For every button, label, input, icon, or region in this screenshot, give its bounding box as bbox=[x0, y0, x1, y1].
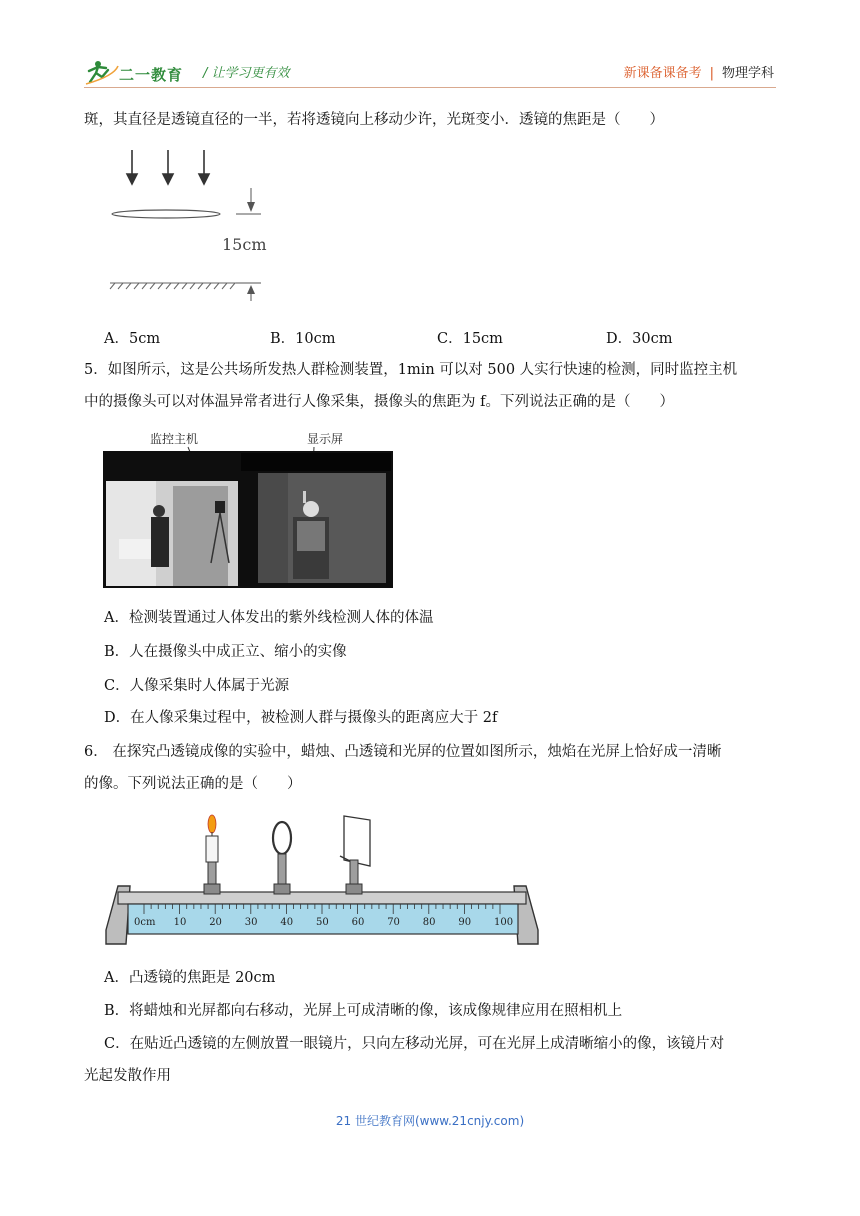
ruler-tick-label: 100 bbox=[494, 917, 514, 928]
course-label: 新课备课备考 bbox=[623, 66, 702, 81]
q4-option-d: D．30cm bbox=[606, 331, 673, 347]
ruler-tick-label: 40 bbox=[280, 917, 294, 928]
q5-option-b: B．人在摄像头中成正立、缩小的实像 bbox=[104, 644, 347, 660]
slogan: / 让学习更有效 bbox=[203, 66, 290, 81]
q6-option-c-line-2: 光起发散作用 bbox=[84, 1068, 171, 1084]
logo-text: 二一教育 bbox=[119, 66, 184, 84]
ruler-tick-label: 50 bbox=[316, 917, 329, 928]
ruler-tick-label: 0cm bbox=[134, 917, 156, 928]
q5-option-a: A．检测装置通过人体发出的紫外线检测人体的体温 bbox=[104, 610, 434, 626]
thermal-detection-photo bbox=[103, 451, 393, 588]
footer-source: 21 世纪教育网(www.21cnjy.com) bbox=[335, 1114, 525, 1128]
q6-option-a: A．凸透镜的焦距是 20cm bbox=[104, 970, 276, 986]
q4-option-c: C．15cm bbox=[437, 331, 503, 347]
ruler-tick-label: 60 bbox=[351, 917, 365, 928]
header-separator: | bbox=[709, 66, 714, 81]
q6-option-c-line-1: C．在贴近凸透镜的左侧放置一眼镜片，只向左移动光屏，可在光屏上成清晰缩小的像，该镜片对 bbox=[104, 1036, 725, 1052]
ruler-tick-label: 80 bbox=[422, 917, 436, 928]
q5-line-2: 中的摄像头可以对体温异常者进行人像采集，摄像头的焦距为 f。下列说法正确的是（ ） bbox=[84, 394, 674, 410]
q5-option-c: C．人像采集时人体属于光源 bbox=[104, 678, 290, 694]
ruler-tick-label: 70 bbox=[387, 917, 400, 928]
ruler-tick-label: 20 bbox=[209, 917, 222, 928]
ruler-tick-label: 90 bbox=[458, 917, 472, 928]
q4-option-b: B．10cm bbox=[270, 331, 336, 347]
subject-label: 物理学科 bbox=[721, 66, 774, 81]
fig-label-monitor-host: 监控主机 bbox=[150, 432, 199, 446]
header-course-info bbox=[624, 62, 774, 81]
q5-option-d: D．在人像采集过程中，被检测人群与摄像头的距离应大于 2f bbox=[104, 710, 498, 726]
q6-line-1: 6． 在探究凸透镜成像的实验中，蜡烛、凸透镜和光屏的位置如图所示，烛焰在光屏上恰好成一清晰 bbox=[84, 744, 722, 760]
optical-bench-diagram bbox=[104, 812, 540, 952]
header-divider bbox=[84, 87, 776, 88]
q6-option-b: B．将蜡烛和光屏都向右移动，光屏上可成清晰的像，该成像规律应用在照相机上 bbox=[104, 1003, 623, 1019]
distance-label: 15cm bbox=[222, 235, 267, 254]
q6-line-2: 的像。下列说法正确的是（ ） bbox=[84, 776, 302, 792]
q5-line-1: 5．如图所示，这是公共场所发热人群检测装置，1min 可以对 500 人实行快速的检测，同时监控主机 bbox=[84, 362, 738, 378]
q4-text: 斑，其直径是透镜直径的一半，若将透镜向上移动少许，光斑变小．透镜的焦距是（ ） bbox=[84, 112, 664, 128]
ruler-tick-label: 10 bbox=[173, 917, 187, 928]
ruler-tick-label: 30 bbox=[244, 917, 258, 928]
q4-options bbox=[84, 327, 784, 347]
lens-focus-diagram bbox=[106, 146, 286, 306]
fig-label-display: 显示屏 bbox=[307, 432, 344, 446]
q4-option-a: A．5cm bbox=[104, 331, 161, 347]
